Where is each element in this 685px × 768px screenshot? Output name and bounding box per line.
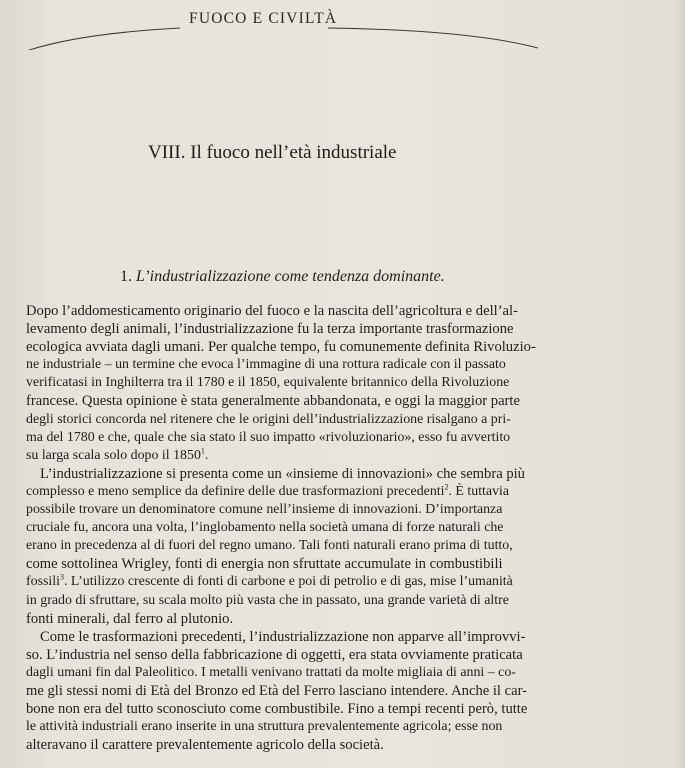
text-fragment: su larga scala solo dopo il 1850 [26, 447, 201, 463]
text-line: verificatasi in Inghilterra tra il 1780 e il 1850, equivalente britannico della Rivoluzione [26, 375, 510, 391]
text-line: ne industriale – un termine che evoca l’immagine di una rottura radicale con il passato [26, 357, 506, 373]
section-number: 1. [120, 268, 132, 285]
text-line: in grado di sfruttare, su scala molto più vasta che in passato, una grande varietà di altre [26, 592, 509, 608]
text-line: levamento degli animali, l’industrializzazione fu la terza importante trasformazione [26, 321, 514, 338]
text-line: cruciale fu, ancora una volta, l’inglobamento nella società umana di forze naturali che [26, 520, 504, 536]
text-line: ma del 1780 e che, quale che sia stato il suo impatto «rivoluzionario», esso fu avvertito [26, 429, 511, 445]
running-head [0, 6, 685, 50]
text-line: ecologica avviata dagli umani. Per qualche tempo, fu comunemente definita Rivoluzio- [26, 339, 536, 356]
text-line: francese. Questa opinione è stata generalmente abbandonata, e oggi la maggior parte [26, 393, 520, 410]
chapter-title: VIII. Il fuoco nell’età industriale [148, 142, 397, 163]
text-line: degli storici concorda nel ritenere che le origini dell’industrializzazione risalgano a pri- [26, 411, 511, 427]
text-line [26, 483, 632, 501]
text-line: Come le trasformazioni precedenti, l’industrializzazione non apparve all’improvvi- [40, 628, 526, 645]
body-text [26, 302, 632, 754]
text-line: possibile trovare un denominatore comune nell’insieme di innovazioni. D’importanza [26, 502, 503, 518]
text-line: su larga scala solo dopo il 1850$^1$. [26, 446, 209, 463]
text-line: bone non era del tutto sconosciuto come combustibile. Fino a tempi recenti però, tutte [26, 701, 528, 718]
running-head-rule [0, 6, 685, 50]
text-line: me gli stessi nomi di Età del Bronzo ed Età del Ferro lasciano intendere. Anche il car- [26, 682, 528, 699]
text-line: come sottolinea Wrigley, fonti di energia non sfruttate accumulate in combustibili [26, 556, 503, 573]
text-fragment: . L’utilizzo crescente di fonti di carbone e poi di petrolio e di gas, mise l’umanità [63, 574, 513, 590]
text-line: erano in precedenza al di fuori del regno umano. Tali fonti naturali erano prima di tutto, [26, 538, 513, 554]
page-edge-shadow [675, 0, 685, 768]
running-head-title: FUOCO E CIVILTÀ [189, 10, 338, 27]
footnote-ref: 3 [59, 573, 64, 582]
section-title [120, 268, 445, 286]
text-line: fonti minerali, dal ferro al plutonio. [26, 610, 234, 627]
text-fragment: . È tuttavia [448, 483, 510, 499]
text-fragment: fossili [26, 574, 60, 590]
text-line: le attività industriali erano inserite in una struttura prevalentemente agricola; esse non [26, 719, 503, 735]
text-line: alteravano il carattere prevalentemente agricolo della società. [26, 737, 384, 754]
text-line: L’industrializzazione si presenta come un «insieme di innovazioni» che sembra più [40, 465, 525, 482]
text-line: Dopo l’addomesticamento originario del fuoco e la nascita dell’agricoltura e dell’al- [26, 303, 518, 319]
text-line: dagli umani fin dal Paleolitico. I metalli venivano trattati da molte migliaia di anni – co- [26, 664, 516, 680]
text-line: so. L’industria nel senso della fabbricazione di oggetti, era stata ovviamente praticata [26, 646, 523, 663]
text-line [26, 573, 632, 591]
section-heading-text: L’industrializzazione come tendenza dominante. [136, 268, 445, 285]
footnote-ref: 2 [444, 482, 449, 492]
footnote-ref: 1 [200, 446, 205, 456]
text-fragment: complesso e meno semplice da definire delle due trasformazioni precedenti [26, 483, 445, 499]
